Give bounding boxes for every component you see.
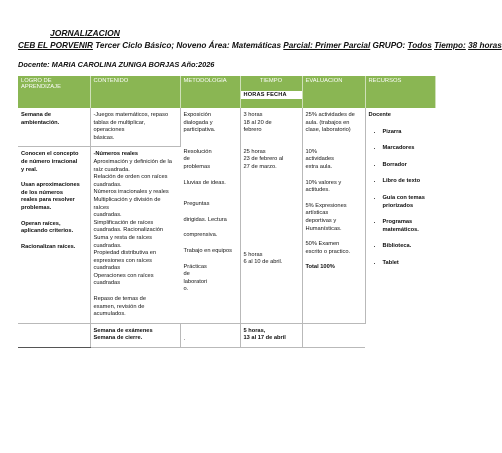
text-line: Relación de orden con raíces (93, 174, 168, 181)
cycle-info: Tercer Ciclo Básico; Noveno (95, 41, 207, 50)
group-label: GRUPO: (372, 41, 406, 50)
cell-metodologia-1 (180, 108, 240, 323)
text-line: ambientación. (21, 119, 60, 126)
text-line: 10% (305, 148, 317, 155)
partial-info: Parcial: Primer Parcial (283, 41, 371, 50)
text-line: aula. (trabajos en (305, 119, 350, 126)
text-line: -Juegos matemáticos, repaso (93, 112, 169, 118)
text-line: cuadradas. (93, 212, 122, 219)
list-item: • Guía con temas priorizados (383, 195, 433, 210)
text-line: 25% actividades de (305, 112, 355, 118)
text-line: de (183, 271, 190, 278)
cell-recursos (365, 108, 435, 348)
area-info: Área: Matemáticas (208, 41, 282, 50)
cell-evaluacion-1 (302, 108, 365, 323)
text-line: cuadradas (93, 280, 121, 287)
text-line: Total 100% (305, 264, 335, 271)
cell-logro-1 (18, 108, 90, 147)
text-line: básicas. (93, 134, 115, 141)
time-value: 38 horas (468, 41, 502, 50)
text-line: Preguntas (183, 201, 210, 208)
text-line: 50% Examen (305, 241, 340, 248)
text-line: 5 horas, (243, 327, 266, 334)
text-line: actitudes. (305, 187, 330, 194)
list-item: • Biblioteca. (383, 243, 433, 251)
text-line: 10% valores y (305, 179, 342, 186)
text-line: 18 al 20 de (243, 119, 272, 126)
text-line: deportivas y (305, 217, 337, 224)
text-line: Semana de (21, 112, 52, 118)
text-line: Trabajo en equipos (183, 247, 232, 254)
text-line: escrito o practico. (305, 248, 351, 255)
text-line: Semana de exámenes (93, 327, 153, 334)
text-line: de los números (21, 189, 64, 196)
text-line: Racionalizan raíces. (21, 243, 76, 250)
text-line: Usan aproximaciones (21, 182, 80, 189)
text-line: de número irracional (21, 158, 78, 165)
header-logro: LOGRO DE APRENDIZAJE (18, 76, 90, 108)
table-row (18, 108, 435, 147)
text-line: 3 horas (243, 112, 263, 118)
cell-tiempo-1 (240, 108, 302, 323)
text-line: y real. (21, 166, 38, 173)
header-tiempo-sub: HORAS FECHA (241, 91, 302, 99)
text-line: cuadradas. Racionalización (93, 227, 164, 234)
text-line: Operaciones con raíces (93, 272, 154, 279)
text-line: Simplificación de raíces (93, 219, 154, 226)
list-item: • Pizarra (383, 129, 433, 137)
text-line: tablas de multiplicar, operaciones (93, 119, 146, 134)
text-line: 13 al 17 de abril (243, 335, 286, 342)
text-line: Aproximación y definición de la (93, 158, 172, 165)
text-line: problemas (183, 163, 211, 170)
text-line: 5 horas (243, 251, 263, 258)
cell-evaluacion-3 (302, 323, 365, 348)
header-tiempo-label: TIEMPO (259, 78, 283, 84)
list-item: • Borrador (383, 162, 433, 170)
header-info-line (18, 41, 502, 50)
docente-line: Docente: MARIA CAROLINA ZUNIGA BORJAS Año:2026 (18, 60, 215, 69)
text-line: 5% Expresiones (305, 202, 347, 209)
header-recursos: RECURSOS (365, 76, 435, 108)
table-header-row (18, 76, 435, 108)
header-contenido: CONTENIDO (90, 76, 180, 108)
list-item: • Libro de texto (383, 178, 433, 186)
list-item: • Tablet (383, 260, 433, 268)
text-line: Lluvias de ideas. (183, 179, 226, 186)
text-line: Conocen el concepto (21, 151, 79, 158)
text-line: Repaso de temas de (93, 296, 146, 303)
header-evaluacion: EVALUACION (302, 76, 365, 108)
text-line: extra aula. (305, 163, 333, 170)
text-line: Humanísticas. (305, 225, 342, 232)
group-value: Todos (407, 41, 432, 50)
time-label: Tiempo: (434, 41, 466, 50)
recursos-list (369, 129, 433, 268)
text-line: Suma y resta de raíces cuadradas. (93, 234, 152, 249)
text-line: examen, revisión de (93, 303, 145, 310)
text-line: cuadradas. (93, 181, 122, 188)
cell-logro-2 (18, 147, 90, 323)
text-line: -Números reales (93, 151, 139, 158)
text-line: dialogada y (183, 119, 213, 126)
document-title: JORNALIZACION (50, 28, 120, 38)
text-line: 27 de marzo. (243, 163, 277, 170)
cell-contenido-1 (90, 108, 180, 147)
text-line: artísticas (305, 210, 329, 217)
text-line: 6 al 10 de abril. (243, 259, 283, 266)
text-line: expresiones con raíces cuadradas (93, 257, 152, 272)
text-line: Prácticas (183, 263, 207, 270)
text-line: Multiplicación y división de raíces (93, 196, 161, 211)
text-line: Operan raíces, (21, 220, 61, 227)
text-line: Exposición (183, 112, 212, 118)
text-line: acumulados. (93, 311, 126, 318)
text-line: Propiedad distributiva en (93, 250, 157, 257)
text-line: de (183, 156, 190, 163)
header-metodologia: METODOLOGIA (180, 76, 240, 108)
text-line: actividades (305, 156, 334, 163)
cell-contenido-2 (90, 147, 180, 323)
text-line: comprensiva. (183, 232, 218, 239)
recursos-title: Docente (368, 112, 391, 118)
cell-metodologia-3 (180, 323, 240, 348)
text-line: 25 horas (243, 148, 266, 155)
cell-logro-3 (18, 323, 90, 348)
list-item: • Marcadores (383, 145, 433, 153)
text-line: problemas. (21, 204, 52, 211)
planning-table (18, 76, 436, 348)
text-line: 23 de febrero al (243, 156, 284, 163)
text-line: dirigidas. Lectura (183, 216, 227, 223)
text-line: Resolución (183, 148, 212, 155)
text-line: Números irracionales y reales (93, 189, 169, 196)
cell-contenido-3 (90, 323, 180, 348)
text-line: febrero (243, 127, 262, 134)
text-line: raíz cuadrada. (93, 166, 130, 173)
header-tiempo (240, 76, 302, 108)
list-item: • Programas matemáticos. (383, 219, 433, 234)
cell-tiempo-3 (240, 323, 302, 348)
school-name: CEB EL PORVENIR (18, 41, 93, 50)
text-line: clase, laboratorio) (305, 127, 351, 134)
text-line: o. (183, 286, 189, 293)
text-line: laboratori (183, 278, 208, 285)
text-line: . (183, 335, 186, 342)
text-line: participativa. (183, 127, 216, 134)
text-line: Semana de cierre. (93, 335, 143, 342)
text-line: reales para resolver (21, 197, 75, 204)
text-line: aplicando criterios. (21, 228, 74, 235)
